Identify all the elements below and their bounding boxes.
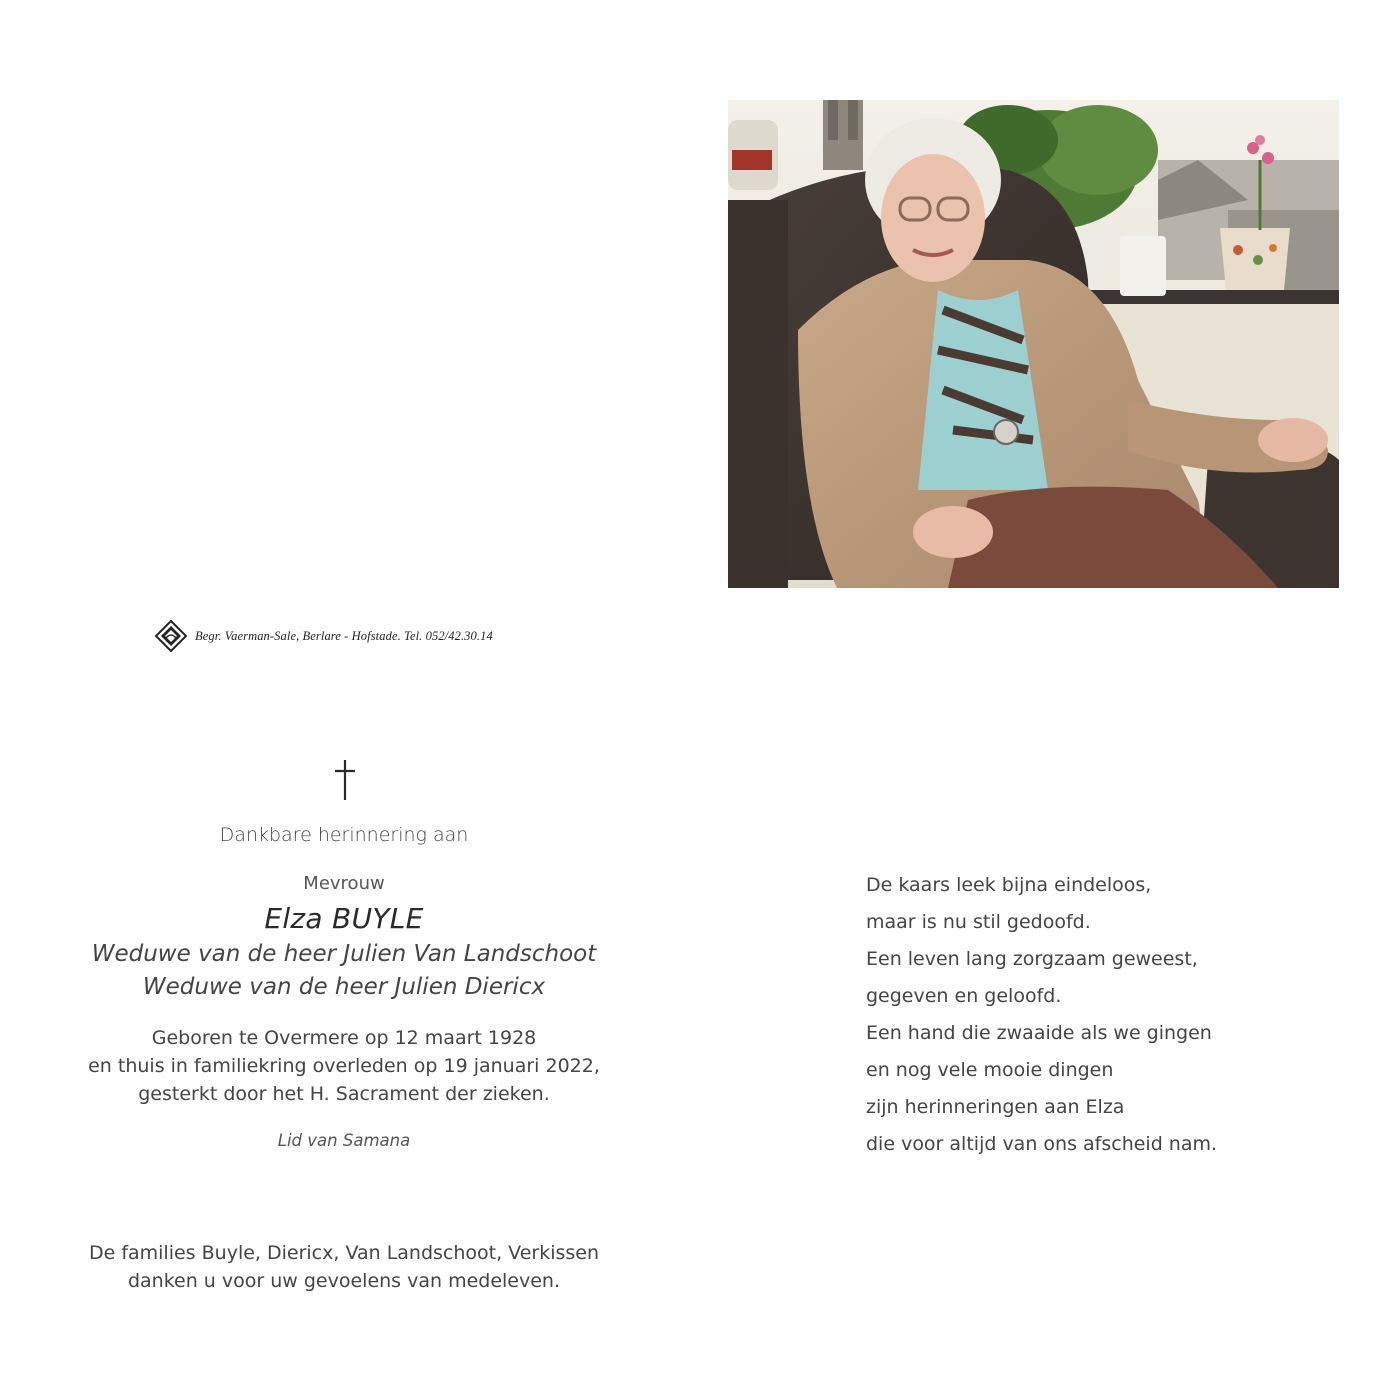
poem-line: en nog vele mooie dingen (866, 1059, 1114, 1081)
diamond-logo-icon (155, 620, 187, 652)
widow-line: Weduwe van de heer Julien Diericx (142, 974, 546, 1000)
sacrament-line: gesterkt door het H. Sacrament der zieken. (138, 1083, 550, 1105)
poem-line: zijn herinneringen aan Elza (866, 1096, 1125, 1118)
memorial-intro: Dankbare herinnering aan (219, 824, 469, 846)
poem-line: Een hand die zwaaide als we gingen (866, 1022, 1212, 1044)
deceased-name: Elza BUYLE (264, 902, 424, 935)
poem-line: maar is nu stil gedoofd. (866, 911, 1091, 933)
poem (866, 872, 1346, 1168)
widow-line: Weduwe van de heer Julien Van Landschoot (91, 941, 597, 967)
poem-line: Een leven lang zorgzaam geweest, (866, 948, 1198, 970)
latin-cross-icon (331, 758, 359, 802)
thanks-line: danken u voor uw gevoelens van medeleven. (127, 1270, 561, 1292)
undertaker-credit (155, 620, 493, 652)
thanks-line: De families Buyle, Diericx, Van Landschoot, Verkissen (88, 1242, 600, 1264)
birth-line: Geboren te Overmere op 12 maart 1928 (151, 1027, 537, 1049)
membership: Lid van Samana (277, 1131, 411, 1150)
portrait-photo (728, 100, 1339, 588)
death-line: en thuis in familiekring overleden op 19 januari 2022, (88, 1055, 600, 1077)
salutation: Mevrouw (303, 873, 385, 894)
poem-line: die voor altijd van ons afscheid nam. (866, 1133, 1218, 1155)
undertaker-text: Begr. Vaerman-Sale, Berlare - Hofstade. Tel. 052/42.30.14 (195, 628, 493, 643)
poem-line: De kaars leek bijna eindeloos, (866, 874, 1152, 896)
poem-line: gegeven en geloofd. (866, 985, 1062, 1007)
